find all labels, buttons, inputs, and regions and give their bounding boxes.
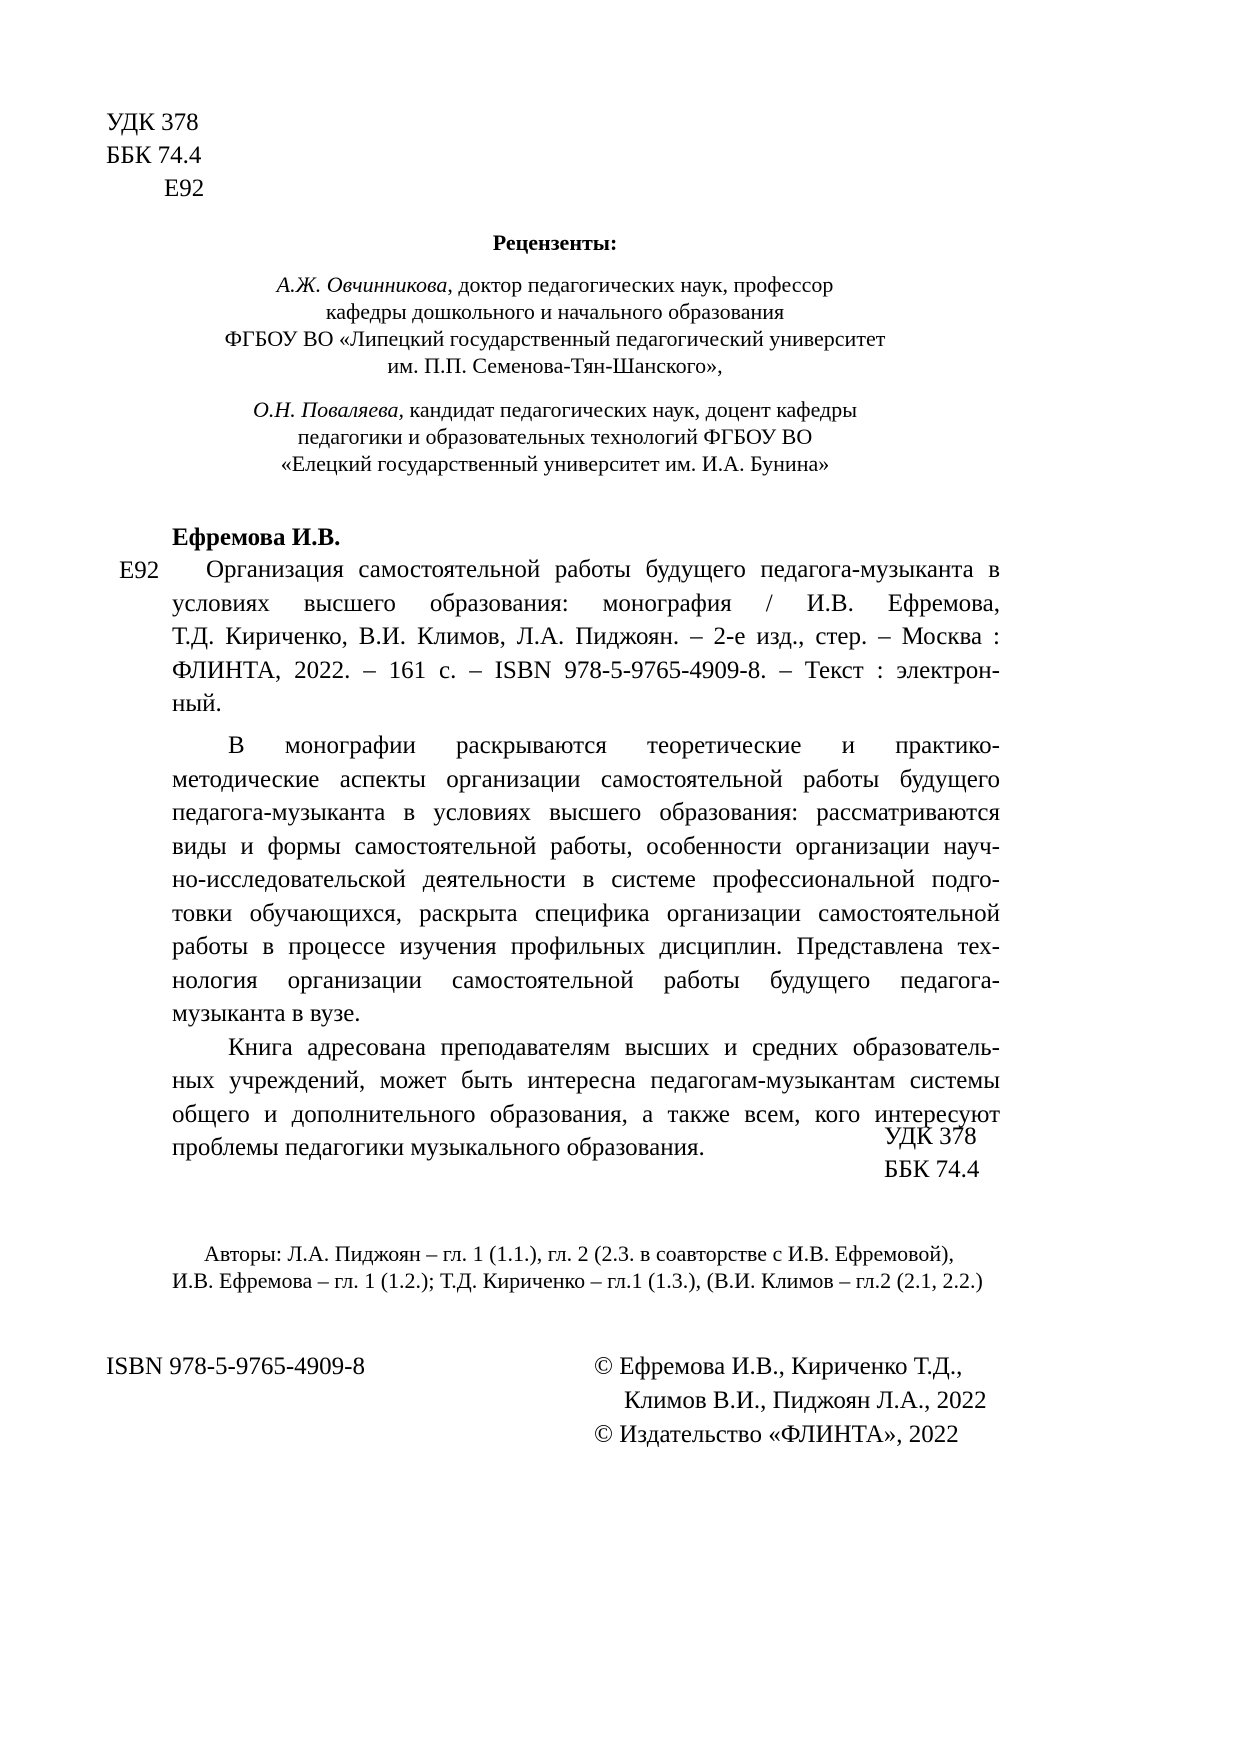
bottom-udk-code: УДК 378 — [884, 1123, 977, 1150]
author-mark: Е92 — [164, 175, 205, 202]
copyright-line-2: Климов В.И., Пиджоян Л.А., 2022 — [624, 1387, 987, 1414]
reviewer-1-line-3: ФГБОУ ВО «Липецкий государственный педагогический университет — [224, 326, 886, 351]
reviewers-heading: Рецензенты: — [492, 230, 618, 255]
annotation-p1-line-5: но-исследовательской деятельности в системе профессиональной подго- — [172, 866, 1000, 893]
bib-line-5: ный. — [172, 690, 222, 717]
annotation-p1-line-9: музыканта в вузе. — [172, 1000, 361, 1027]
bibliographic-description — [172, 555, 1000, 723]
annotation — [172, 731, 1000, 1167]
bib-line-4: ФЛИНТА, 2022. – 161 с. – ISBN 978-5-9765-4909-8. – Текст : электрон- — [172, 656, 1000, 684]
bib-line-3: Т.Д. Кириченко, В.И. Климов, Л.А. Пиджоян. – 2-е изд., стер. – Москва : — [172, 623, 1000, 650]
udk-code: УДК 378 — [106, 109, 199, 136]
bottom-bbk-code: ББК 74.4 — [884, 1156, 980, 1183]
bottom-classification — [884, 1122, 979, 1188]
reviewer-2-name: О.Н. Поваляева, — [252, 397, 405, 422]
isbn: ISBN 978-5-9765-4909-8 — [106, 1353, 366, 1380]
copyright-line-3: © Издательство «ФЛИНТА», 2022 — [594, 1421, 959, 1448]
bib-mark: Е92 — [119, 557, 160, 584]
reviewer-1-line-4: им. П.П. Семенова-Тян-Шанского», — [387, 353, 723, 378]
reviewer-1-name: А.Ж. Овчинникова — [276, 272, 448, 297]
annotation-p1-line-6: товки обучающихся, раскрыта специфика организации самостоятельной — [172, 899, 1000, 927]
annotation-p1-line-1: В монографии раскрываются теоретические и практико- — [228, 732, 1000, 759]
classification-block — [106, 108, 204, 207]
annotation-p2-line-4: проблемы педагогики музыкального образования. — [172, 1134, 705, 1161]
reviewer-1 — [0, 271, 1110, 379]
bib-line-2: условиях высшего образования: монография / И.В. Ефремова, — [172, 589, 1000, 617]
reviewer-1-line-1 — [0, 271, 1110, 298]
reviewer-1-line-2: кафедры дошкольного и начального образования — [325, 299, 785, 324]
reviewer-2-line-3: «Елецкий государственный университет им. И.А. Бунина» — [280, 451, 830, 476]
copyright-line-1: © Ефремова И.В., Кириченко Т.Д., — [594, 1353, 963, 1380]
annotation-p2-line-3: общего и дополнительного образования, а также всем, кого интересуют — [172, 1100, 1000, 1128]
bib-line-1: Организация самостоятельной работы будущего педагога-музыканта в — [206, 556, 1000, 583]
authors-note-line-1: Авторы: Л.А. Пиджоян – гл. 1 (1.1.), гл. 2 (2.3. в соавторстве с И.В. Ефремовой), — [204, 1241, 955, 1266]
reviewer-2 — [0, 396, 1110, 477]
bbk-code: ББК 74.4 — [106, 142, 202, 169]
author-heading: Ефремова И.В. — [172, 524, 341, 551]
annotation-p1-line-8: нология организации самостоятельной работы будущего педагога- — [172, 966, 1000, 994]
annotation-p1-line-7: работы в процессе изучения профильных дисциплин. Представлена тех- — [172, 933, 1000, 960]
reviewer-2-line-2: педагогики и образовательных технологий ФГБОУ ВО — [297, 424, 813, 449]
annotation-p1-line-3: педагога-музыканта в условиях высшего образования: рассматриваются — [172, 799, 1000, 826]
annotation-p2-line-1: Книга адресована преподавателям высших и средних образователь- — [228, 1033, 1000, 1061]
reviewer-1-title: , доктор педагогических наук, профессор — [447, 272, 834, 297]
reviewer-2-line-1 — [0, 396, 1110, 423]
annotation-p1-line-2: методические аспекты организации самостоятельной работы будущего — [172, 765, 1000, 793]
reviewer-2-title: кандидат педагогических наук, доцент кафедры — [404, 397, 858, 422]
annotation-p1-line-4: виды и формы самостоятельной работы, особенности организации науч- — [172, 832, 1000, 860]
annotation-p2-line-2: ных учреждений, может быть интересна педагогам-музыкантам системы — [172, 1067, 1000, 1094]
authors-note-line-2: И.В. Ефремова – гл. 1 (1.2.); Т.Д. Кириченко – гл.1 (1.3.), (В.И. Климов – гл.2 (2.1, 2.2.) — [172, 1268, 983, 1293]
